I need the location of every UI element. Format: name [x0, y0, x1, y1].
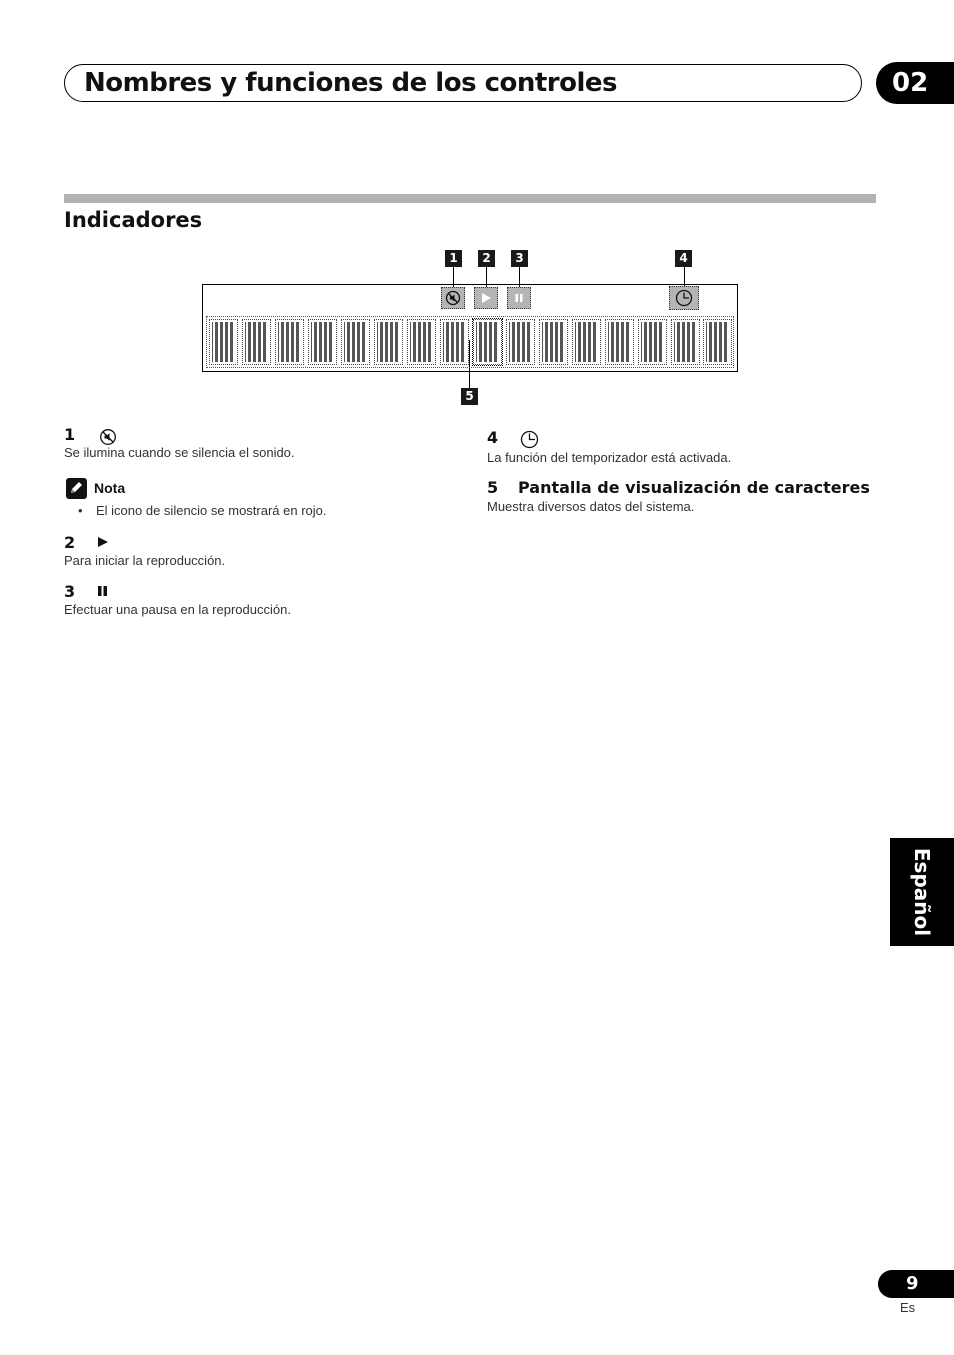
play-indicator — [474, 287, 498, 309]
character-cell — [242, 319, 271, 365]
mute-indicator — [441, 287, 465, 309]
section-rule — [64, 194, 876, 203]
character-cell — [638, 319, 667, 365]
character-cell — [374, 319, 403, 365]
language-tab-label: Español — [910, 847, 934, 937]
chapter-badge: 02 — [876, 62, 954, 104]
callout-5: 5 — [461, 388, 478, 405]
note-text: El icono de silencio se mostrará en rojo. — [96, 503, 327, 518]
callout-1: 1 — [445, 250, 462, 267]
character-cell — [703, 319, 732, 365]
character-cell — [275, 319, 304, 365]
item-3-description: Efectuar una pausa en la reproducción. — [64, 602, 291, 617]
item-2-description: Para iniciar la reproducción. — [64, 553, 226, 568]
callout-3: 3 — [511, 250, 528, 267]
character-cell — [209, 319, 238, 365]
section-title: Indicadores — [64, 208, 203, 232]
character-cell — [473, 319, 502, 365]
mute-icon — [445, 290, 461, 306]
character-cell — [539, 319, 568, 365]
character-cell — [341, 319, 370, 365]
mute-icon — [99, 428, 117, 446]
callout-2: 2 — [478, 250, 495, 267]
character-cell — [605, 319, 634, 365]
item-1-number: 1 — [64, 425, 76, 444]
pause-icon — [97, 585, 109, 597]
item-2-number: 2 — [64, 533, 76, 552]
item-5-title: Pantalla de visualización de caracteres — [518, 478, 870, 497]
item-3-number: 3 — [64, 582, 76, 601]
item-4-description: La función del temporizador está activada. — [487, 450, 732, 465]
item-1-description: Se ilumina cuando se silencia el sonido. — [64, 445, 295, 460]
note-label: Nota — [94, 480, 126, 496]
character-cell — [572, 319, 601, 365]
item-5-description: Muestra diversos datos del sistema. — [487, 499, 695, 514]
pause-indicator — [507, 287, 531, 309]
character-cell — [671, 319, 700, 365]
item-5-number: 5 — [487, 478, 499, 497]
page-number: 9 — [878, 1270, 954, 1298]
character-cell — [506, 319, 535, 365]
play-icon — [97, 536, 109, 548]
character-cell — [407, 319, 436, 365]
page-language: Es — [900, 1300, 916, 1315]
character-cell — [308, 319, 337, 365]
page-title: Nombres y funciones de los controles — [84, 68, 618, 98]
callout-4: 4 — [675, 250, 692, 267]
pause-icon — [512, 291, 526, 305]
timer-icon — [675, 289, 693, 307]
note-bullet: • — [78, 503, 83, 518]
timer-icon — [520, 430, 539, 449]
character-display — [206, 316, 734, 368]
character-cell — [440, 319, 469, 365]
timer-indicator — [669, 286, 699, 310]
play-icon — [479, 291, 493, 305]
item-4-number: 4 — [487, 428, 499, 447]
pencil-icon — [66, 478, 87, 499]
